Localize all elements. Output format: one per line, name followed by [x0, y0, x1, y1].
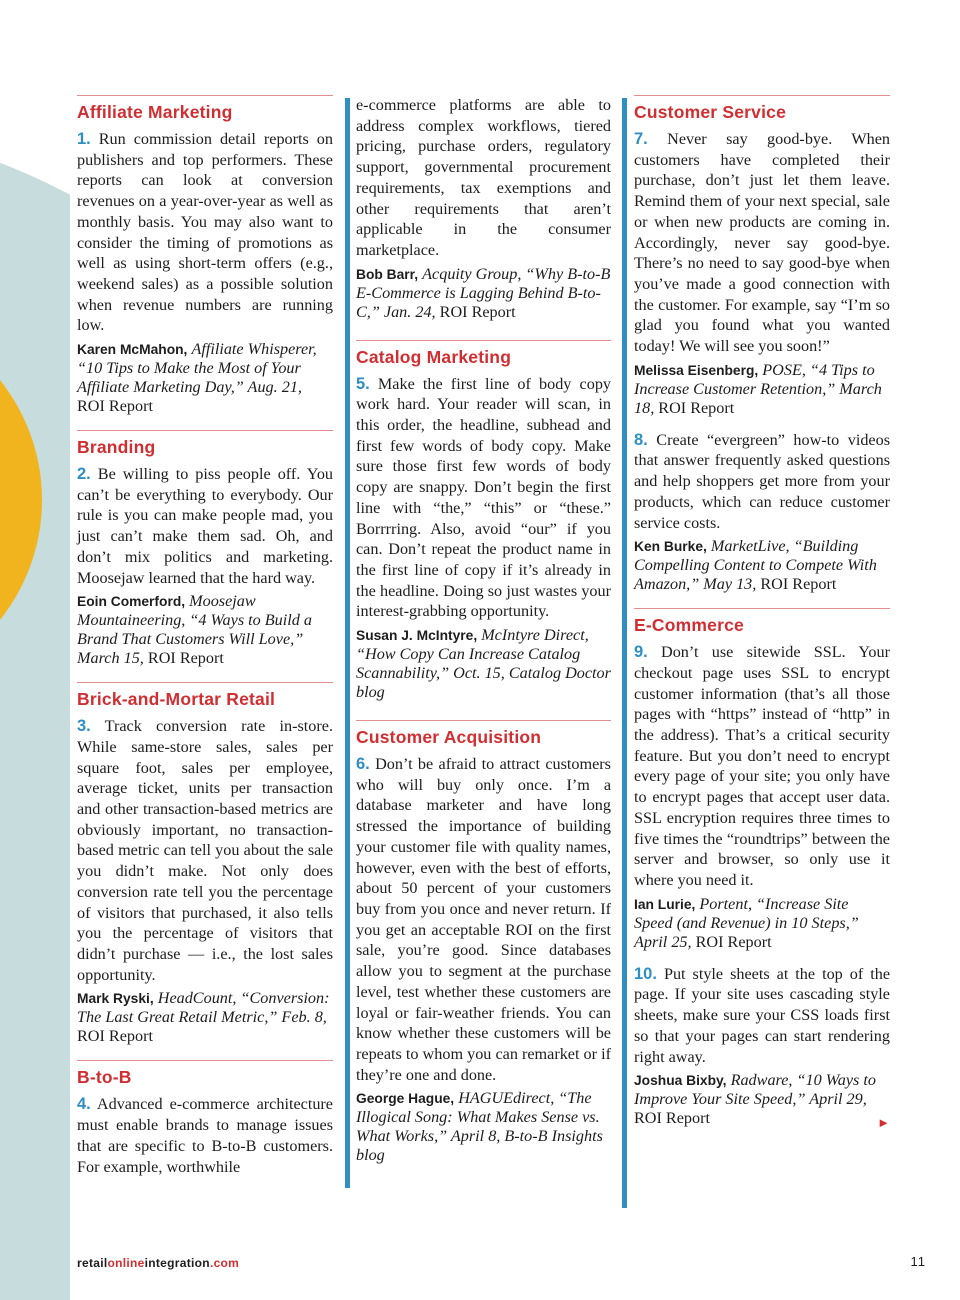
brand-part-accent: .com — [209, 1256, 240, 1270]
tip-text — [77, 716, 333, 985]
section-heading: Brick-and-Mortar Retail — [77, 689, 276, 710]
citation-publication: ROI Report — [695, 932, 772, 951]
citation-publication: ROI Report — [760, 575, 837, 594]
citation — [634, 895, 890, 952]
tip-text — [356, 754, 611, 1085]
decorative-circles — [0, 0, 70, 1300]
tip-number: 1. — [77, 130, 91, 148]
tip-text — [634, 430, 890, 534]
citation-publication: ROI Report — [77, 1027, 153, 1046]
citation-source: HeadCount, “Conversion: The Last Great Retail Metric,” Feb. 8, — [77, 989, 330, 1027]
tip — [634, 964, 890, 1129]
tip — [634, 430, 890, 595]
citation-source: Portent, “Increase Site Speed (and Revenue) in 10 Steps,” April 25, — [634, 894, 859, 951]
section-affiliate-marketing — [77, 95, 333, 416]
tip-text — [77, 129, 333, 336]
citation-source: Radware, “10 Ways to Improve Your Site Speed,” April 29, — [634, 1071, 876, 1109]
tip-number: 4. — [77, 1095, 91, 1114]
tip-text — [356, 374, 611, 622]
tip-body: Track conversion rate in-store. While same-store sales, sales per square foot, sales per employee, average ticket, units per transaction and other transaction-based metrics are obviously important, no transaction-based metric can tell you about the sale you didn’t make. Not only does conversion rate tell you the percentage of visitors that purchased, it also tells you the percentage of visitors that didn’t purchase — i.e., the lost sales opportunity. — [77, 717, 333, 984]
citation-author: Susan J. McIntyre, — [356, 628, 478, 644]
brand-part: retail — [77, 1256, 108, 1270]
section-heading: Catalog Marketing — [356, 346, 512, 367]
tip-number: 10. — [634, 964, 657, 983]
decorative-side-graphic — [0, 0, 70, 1300]
brand-part-accent: online — [107, 1256, 145, 1270]
tip-text — [77, 1094, 333, 1177]
b-to-b-continuation — [356, 95, 611, 322]
tip-body: Put style sheets at the top of the page. If your site uses cascading style sheets, make sure your CSS loads first so that your pages can start rendering right away. — [634, 964, 890, 1066]
tip-number: 8. — [634, 430, 648, 449]
citation — [634, 537, 890, 594]
citation-author: Melissa Eisenberg, — [634, 362, 759, 378]
tip-text — [77, 464, 333, 588]
tip-number: 5. — [356, 374, 370, 393]
citation — [634, 361, 890, 418]
section-heading: Affiliate Marketing — [77, 102, 233, 122]
page-number: 11 — [910, 1254, 926, 1269]
column-divider-bar-1 — [345, 98, 350, 1188]
tip-body-continued: e-commerce platforms are able to address complex workflows, tiered pricing, purchase orders, regulatory support, governmental procurement requirements, tax exemptions and other requirements that aren’t applicable in the consumer marketplace. — [356, 96, 611, 259]
citation — [356, 626, 611, 702]
tip-text — [634, 129, 890, 357]
section-heading: Customer Acquisition — [356, 727, 542, 748]
citation-source: Acquity Group, “Why B-to-B E-Commerce is Lagging Behind B-to-C,” Jan. 24, — [356, 264, 611, 321]
citation-author: Karen McMahon, — [77, 342, 188, 358]
section-heading: E-Commerce — [634, 615, 744, 636]
tip-body: Advanced e-commerce architecture must enable brands to manage issues that are specific to B-to-B customers. For example, worthwhile — [77, 1095, 333, 1176]
section-e-commerce — [634, 608, 890, 1131]
tip — [634, 129, 890, 418]
citation-source: HAGUEdirect, “The Illogical Song: What Makes Sense vs. What Works,” April 8, B-to-B Insights blog — [356, 1089, 603, 1165]
citation-author: Eoin Comerford, — [77, 594, 186, 610]
citation — [77, 340, 333, 416]
section-b-to-b — [77, 1060, 333, 1177]
citation-author: Ian Lurie, — [634, 896, 696, 912]
column-3 — [634, 95, 890, 1142]
section-customer-acquisition — [356, 720, 611, 1165]
column-divider-bar-2 — [622, 98, 627, 1208]
section-heading: Branding — [77, 437, 156, 458]
tip-body: Run commission detail reports on publishers and top performers. These reports can look at conversion revenues on a year-over-year as well as monthly basis. You may also want to consider the timing of promotions as well as using short-term offers (e.g., weekend sales) as a possible solution when revenue numbers are running low. — [77, 130, 333, 335]
tip-body: Be willing to piss people off. You can’t be everything to everybody. Our rule is you can make people mad, you just can’t make them sad. Oh, and don’t mix politics and marketing. Moosejaw learned that the hard way. — [77, 465, 334, 587]
tip-number: 2. — [77, 465, 91, 484]
citation-author: Mark Ryski, — [77, 991, 154, 1007]
section-heading: B-to-B — [77, 1067, 132, 1088]
citation — [634, 1071, 890, 1131]
tip-body: Don’t be afraid to attract customers who will buy only once. I’m a database marketer and have long stressed the importance of building your customer file with quality names, however, even with the best of efforts, about 50 percent of your customers buy from you once and never return. If you get an acceptable ROI on the first sale, you’re good. Since databases allow you to segment at the purchase level, test whether these customers are loyal or fair-weather friends. You can know whether these customers will be repeats to whom you can remarket or if they’re one and done. — [356, 755, 611, 1084]
tip-number: 3. — [77, 717, 91, 736]
citation-source: Moosejaw Mountaineering, “4 Ways to Build a Brand That Customers Will Love,” March 15, — [77, 592, 313, 668]
teal-arc — [0, 120, 70, 1300]
tip — [634, 642, 890, 951]
tip-number: 7. — [634, 130, 648, 148]
citation-source: MarketLive, “Building Compelling Content to Compete With Amazon,” May 13, — [634, 537, 877, 594]
citation-author: Bob Barr, — [356, 266, 419, 282]
citation-publication: ROI Report — [439, 302, 516, 321]
citation — [356, 1089, 611, 1165]
citation-source: Affiliate Whisperer, “10 Tips to Make the Most of Your Affiliate Marketing Day,” Aug. 21, — [77, 340, 317, 397]
tip-text — [634, 642, 890, 890]
citation — [77, 592, 333, 668]
citation-author: Ken Burke, — [634, 539, 707, 555]
citation-publication: ROI Report — [147, 649, 224, 668]
tip-body: Create “evergreen” how-to videos that answer frequently asked questions and help shoppers get more from your products, which can reduce customer service costs. — [634, 430, 890, 532]
citation-publication: ROI Report — [634, 1109, 710, 1128]
brand-part: integration — [144, 1256, 210, 1270]
footer-website[interactable] — [77, 1256, 239, 1270]
citation-publication: ROI Report — [658, 398, 735, 417]
section-heading: Customer Service — [634, 102, 787, 122]
tip-number: 9. — [634, 643, 648, 662]
section-branding — [77, 430, 333, 668]
column-1 — [77, 95, 333, 1191]
tip-number: 6. — [356, 755, 370, 774]
citation — [356, 265, 611, 322]
tip-body: Don’t use sitewide SSL. Your checkout page uses SSL to encrypt customer information (that’s all those pages with “https” instead of “http” in the address). That’s a critical security feature. But you don’t need to encrypt every page of your site; you only have to encrypt pages that accept user data. SSL encryption requires three times to five times the “roundtrips” between the server and browser, so only use it where you need it. — [634, 643, 890, 889]
section-brick-and-mortar — [77, 682, 333, 1046]
citation — [77, 989, 333, 1046]
tip-body: Never say good-bye. When customers have completed their purchase, don’t just let them leave. Remind them of your next special, sale or when new products are coming in. Accordingly, never say good-bye. There’s no need to say good-bye when you’ve made a good connection with the customer. For example, say “I’m so glad you found what you wanted today! We will see you soon!” — [634, 130, 890, 356]
citation-author: George Hague, — [356, 1091, 455, 1107]
section-customer-service — [634, 95, 890, 594]
continue-arrow-icon: ► — [877, 1115, 890, 1131]
citation-author: Joshua Bixby, — [634, 1073, 727, 1089]
citation-source: McIntyre Direct, “How Copy Can Increase Catalog Scannability,” Oct. 15, Catalog Doctor blog — [356, 626, 611, 702]
column-2 — [356, 95, 611, 1179]
citation-source: POSE, “4 Tips to Increase Customer Retention,” March 18, — [634, 360, 882, 417]
section-catalog-marketing — [356, 340, 611, 702]
tip-body: Make the first line of body copy work hard. Your reader will scan, in this order, the headline, subhead and first few words of body copy. Make sure those first few words of body copy are snappy. Don’t begin the first line with “the,” “this” or “these.” Borrrring. Also, avoid “our” if you can. Don’t repeat the product name in the first line of copy if it’s already in the headline. Doing so just wastes your interest-grabbing opportunity. — [356, 374, 612, 621]
citation-publication: ROI Report — [77, 397, 153, 416]
tip-text — [634, 964, 890, 1068]
